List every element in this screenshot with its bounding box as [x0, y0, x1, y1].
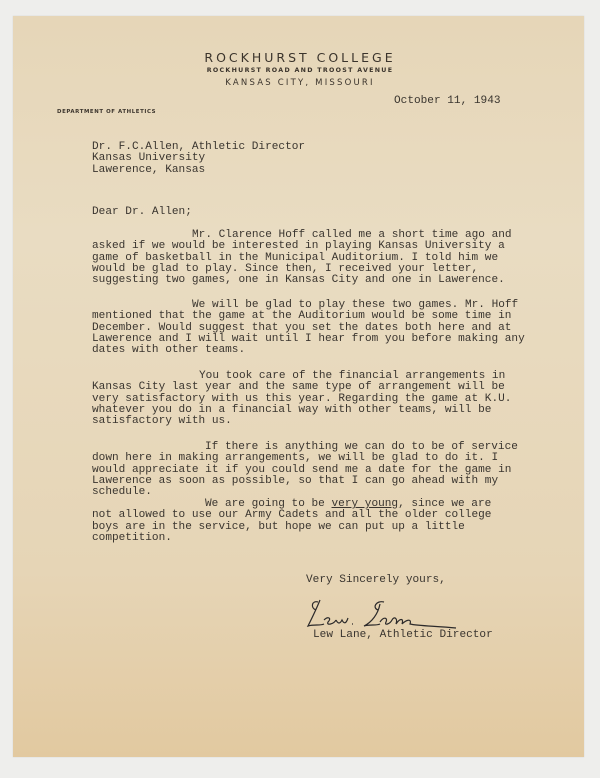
text-fragment: We are going to be — [205, 498, 332, 510]
recipient-line: Kansas University — [92, 152, 206, 165]
paragraph-2 — [92, 300, 525, 356]
text-line: game of basketball in the Municipal Auditorium. I told him we — [92, 251, 499, 264]
text-line: Mr. Clarence Hoff called me a short time ago and — [192, 229, 512, 241]
text-line: competition. — [92, 531, 172, 544]
text-line: whatever you do in a financial way with other teams, will be — [92, 403, 492, 416]
text-line: very satisfactory with us this year. Regarding the game at K.U. — [92, 392, 512, 405]
letterhead-address: ROCKHURST ROAD AND TROOST AVENUE — [206, 67, 394, 74]
letter-date: October 11, 1943 — [394, 95, 501, 107]
paragraph-4 — [92, 442, 518, 498]
text-line: If there is anything we can do to be of service — [205, 441, 518, 453]
text-fragment: , since we are — [398, 498, 492, 510]
text-line: not allowed to use our Army Cadets and all the older college — [92, 509, 492, 522]
text-line: would be glad to play. Since then, I received your letter, — [92, 262, 479, 275]
text-line: mentioned that the game at the Auditorium would be some time in — [92, 310, 512, 323]
text-line: asked if we would be interested in playing Kansas University a — [92, 240, 505, 253]
text-line: suggesting two games, one in Kansas City and one in Lawerence. — [92, 274, 505, 287]
handwritten-signature — [306, 596, 466, 632]
signer-name: Lew Lane, Athletic Director — [313, 629, 493, 641]
salutation: Dear Dr. Allen; — [92, 206, 192, 218]
paragraph-1 — [92, 230, 512, 286]
text-line: We will be glad to play these two games. Mr. Hoff — [192, 299, 519, 311]
underlined-text: very young — [331, 498, 399, 510]
recipient-address — [92, 142, 305, 176]
recipient-line: Dr. F.C.Allen, Athletic Director — [92, 141, 306, 153]
recipient-line: Lawerence, Kansas — [92, 163, 206, 176]
text-line: schedule. — [92, 486, 152, 499]
text-line: December. Would suggest that you set the dates both here and at — [92, 321, 512, 334]
text-line: would appreciate it if you could send me a date for the game in — [92, 463, 512, 476]
letterhead-city: KANSAS CITY, MISSOURI — [225, 78, 375, 88]
text-line: Lawerence as soon as possible, so that I can go ahead with my — [92, 474, 499, 487]
paragraph-5 — [92, 499, 491, 544]
closing: Very Sincerely yours, — [306, 574, 446, 586]
text-line: You took care of the financial arrangements in — [199, 370, 506, 382]
text-line: Kansas City last year and the same type of arrangement will be — [92, 381, 505, 394]
letterhead-name: ROCKHURST COLLEGE — [204, 50, 396, 65]
text-line: down here in making arrangements, we will be glad to do it. I — [92, 452, 499, 465]
paragraph-3 — [92, 371, 511, 427]
text-line: Lawerence and I will wait until I hear from you before making any — [92, 332, 525, 345]
text-line: satisfactory with us. — [92, 415, 232, 428]
department-label: DEPARTMENT OF ATHLETICS — [57, 109, 157, 115]
text-line: dates with other teams. — [92, 344, 246, 357]
text-line: boys are in the service, but hope we can put up a little — [92, 520, 465, 533]
